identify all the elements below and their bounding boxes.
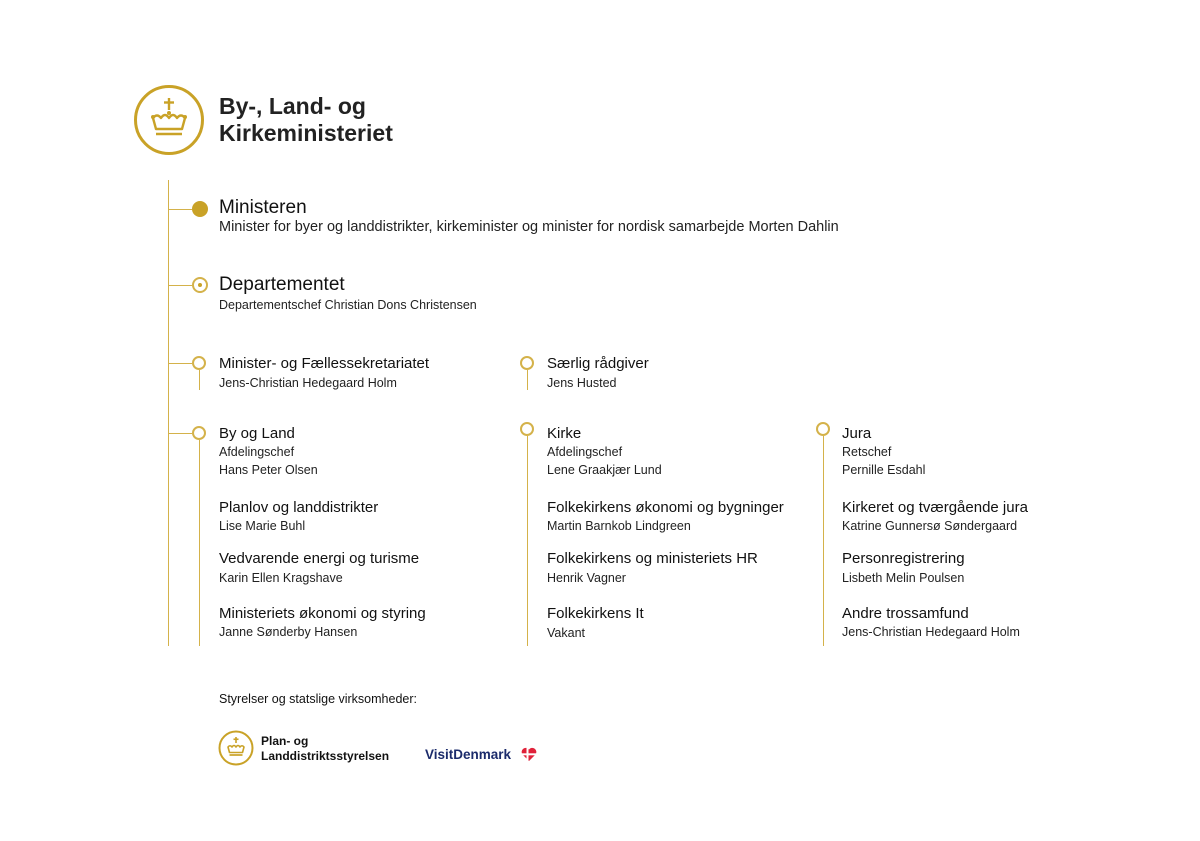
agencies-heading: Styrelser og statslige virksomheder: — [219, 692, 417, 706]
division-head: Pernille Esdahl — [842, 463, 926, 477]
division-node-jura — [816, 422, 830, 436]
division-node-kirke — [520, 422, 534, 436]
advisor-title: Særlig rådgiver — [547, 355, 649, 372]
unit-person: Janne Sønderby Hansen — [219, 625, 358, 639]
minister-title: Ministeren — [219, 197, 307, 218]
ministry-title-line2: Kirkeministeriet — [219, 120, 393, 146]
division-title: By og Land — [219, 425, 295, 442]
minister-connector — [168, 209, 192, 210]
department-title: Departementet — [219, 274, 345, 295]
division-title: Jura — [842, 425, 872, 442]
department-connector — [168, 285, 192, 286]
division-head: Hans Peter Olsen — [219, 463, 318, 477]
ministry-title-line1: By-, Land- og — [219, 93, 366, 119]
minister-node — [192, 201, 208, 217]
division-title: Kirke — [547, 425, 582, 442]
division-role: Afdelingschef — [547, 445, 623, 459]
crown-cross-icon — [133, 84, 205, 156]
unit-person: Martin Barnkob Lindgreen — [547, 519, 691, 533]
unit-name: Folkekirkens og ministeriets HR — [547, 550, 758, 567]
unit-person: Vakant — [547, 626, 585, 640]
visitdenmark-wordmark: VisitDenmark — [425, 747, 512, 762]
division-node-by-og-land — [192, 426, 206, 440]
unit-name: Folkekirkens It — [547, 605, 644, 622]
division-role: Retschef — [842, 445, 892, 459]
division-stem-jura — [823, 436, 824, 646]
unit-name: Folkekirkens økonomi og bygninger — [547, 499, 784, 516]
unit-name: Planlov og landdistrikter — [219, 499, 379, 516]
division-head: Lene Graakjær Lund — [547, 463, 662, 477]
division-stem-kirke — [527, 436, 528, 646]
department-node — [192, 277, 208, 293]
crown-cross-icon — [218, 730, 254, 766]
ministry-logo — [133, 84, 205, 156]
unit-person: Henrik Vagner — [547, 571, 626, 585]
unit-person: Lise Marie Buhl — [219, 519, 306, 533]
secretariat-stem — [199, 370, 200, 390]
minister-subtitle: Minister for byer og landdistrikter, kirkeminister og minister for nordisk samarbejde Morten Dahlin — [219, 219, 839, 235]
plan-agency-line2: Landdistriktsstyrelsen — [261, 749, 390, 763]
secretariat-connector — [168, 363, 192, 364]
unit-person: Katrine Gunnersø Søndergaard — [842, 519, 1018, 533]
secretariat-node — [192, 356, 206, 370]
ministry-title — [219, 93, 393, 147]
danish-flag-heart-icon — [521, 747, 537, 762]
unit-person: Karin Ellen Kragshave — [219, 571, 343, 585]
plan-agency-line1: Plan- og — [261, 734, 309, 748]
unit-name: Kirkeret og tværgående jura — [842, 499, 1028, 516]
secretariat-title: Minister- og Fællessekretariatet — [219, 355, 430, 372]
secretariat-person: Jens-Christian Hedegaard Holm — [219, 376, 397, 390]
department-subtitle: Departementschef Christian Dons Christensen — [219, 298, 477, 312]
division-role: Afdelingschef — [219, 445, 295, 459]
plan-agency-logo[interactable] — [218, 730, 418, 768]
unit-person: Lisbeth Melin Poulsen — [842, 571, 965, 585]
unit-name: Personregistrering — [842, 550, 965, 567]
org-trunk-line — [168, 180, 169, 646]
advisor-person: Jens Husted — [547, 376, 617, 390]
unit-name: Ministeriets økonomi og styring — [219, 605, 426, 622]
unit-name: Vedvarende energi og turisme — [219, 550, 420, 567]
visitdenmark-logo[interactable] — [425, 746, 545, 766]
division-stem-by-og-land — [199, 440, 200, 646]
unit-name: Andre trossamfund — [842, 605, 969, 622]
bogland-connector — [168, 433, 192, 434]
advisor-node — [520, 356, 534, 370]
advisor-stem — [527, 370, 528, 390]
unit-person: Jens-Christian Hedegaard Holm — [842, 625, 1020, 639]
plan-agency-name — [261, 734, 389, 764]
